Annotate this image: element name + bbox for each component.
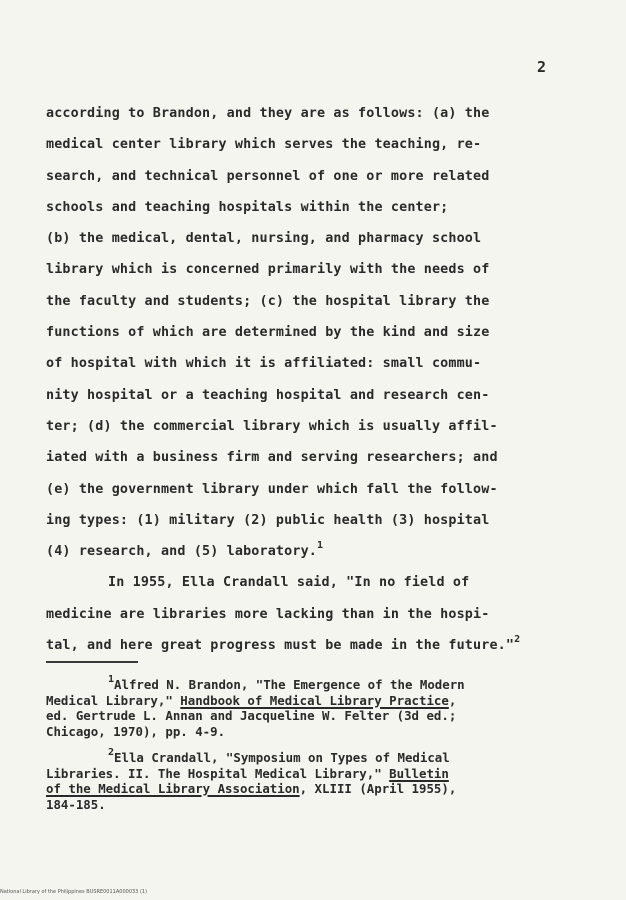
paragraph-2-line: medicine are libraries more lacking than in the hospi- <box>46 606 490 622</box>
journal-title: of the Medical Library Association <box>46 781 300 796</box>
footnote-text: , XLIII (April 1955), <box>299 781 457 796</box>
footnote-text: Libraries. II. The Hospital Medical Library," <box>46 765 390 781</box>
book-title: Handbook of Medical Library Practice <box>180 692 449 708</box>
body-line: ing types: (1) military (2) public health (3) hospital <box>46 512 490 528</box>
body-line: according to Brandon, and they are as follows: (a) the <box>46 106 490 121</box>
footnote-text: Medical Library," <box>46 692 181 708</box>
footnote-marker: 1 <box>108 673 115 685</box>
footnote-line <box>46 766 576 782</box>
body-line: medical center library which serves the teaching, re- <box>46 137 482 153</box>
body-line: the faculty and students; (c) the hospital library the <box>46 293 490 309</box>
body-line: schools and teaching hospitals within the center; <box>46 199 449 215</box>
footnote-ref-1: 1 <box>317 539 324 551</box>
paragraph-2-line: In 1955, Ella Crandall said, "In no field of <box>108 575 470 591</box>
body-line-text: (4) research, and (5) laboratory. <box>46 544 317 560</box>
body-line: iated with a business firm and serving researchers; and <box>46 450 498 466</box>
paragraph-2-line <box>46 630 578 661</box>
footnote-line: Chicago, 1970), pp. 4-9. <box>46 723 226 739</box>
footnote-text: Alfred N. Brandon, "The Emergence of the Modern <box>114 677 465 692</box>
body-line: search, and technical personnel of one or more related <box>46 168 490 184</box>
footnotes <box>46 673 576 823</box>
body-line: of hospital with which it is affiliated: small commu- <box>46 356 482 372</box>
archive-footer: National Library of the Philippines BUSRE0011A000033 (1) <box>0 889 148 895</box>
footnote-1 <box>46 673 576 739</box>
footnote-line: ed. Gertrude L. Annan and Jacqueline W. Felter (3d ed.; <box>46 708 457 723</box>
footnote-line <box>46 746 576 766</box>
footnote-text: Ella Crandall, "Symposium on Types of Medical <box>114 750 450 765</box>
footnote-ref-2: 2 <box>514 633 521 645</box>
body-text <box>46 98 578 661</box>
footnote-2 <box>46 746 576 812</box>
footnote-text: , <box>448 692 457 708</box>
body-line: (e) the government library under which fall the follow- <box>46 481 498 497</box>
page-number: 2 <box>537 58 547 76</box>
body-line: (b) the medical, dental, nursing, and pharmacy school <box>46 231 482 247</box>
body-line: ter; (d) the commercial library which is usually affil- <box>46 418 498 434</box>
body-line: library which is concerned primarily with the needs of <box>46 262 490 278</box>
footnote-line <box>46 693 576 709</box>
body-line: nity hospital or a teaching hospital and research cen- <box>46 387 490 403</box>
footnote-divider <box>46 661 138 663</box>
journal-title: Bulletin <box>389 765 449 781</box>
footnote-line: 184-185. <box>46 796 106 812</box>
footnote-marker: 2 <box>108 746 115 758</box>
body-line: functions of which are determined by the kind and size <box>46 325 490 341</box>
body-line-text: tal, and here great progress must be made in the future." <box>46 638 515 654</box>
footnote-line <box>46 781 576 797</box>
body-line <box>46 536 578 567</box>
footnote-line <box>46 673 576 693</box>
